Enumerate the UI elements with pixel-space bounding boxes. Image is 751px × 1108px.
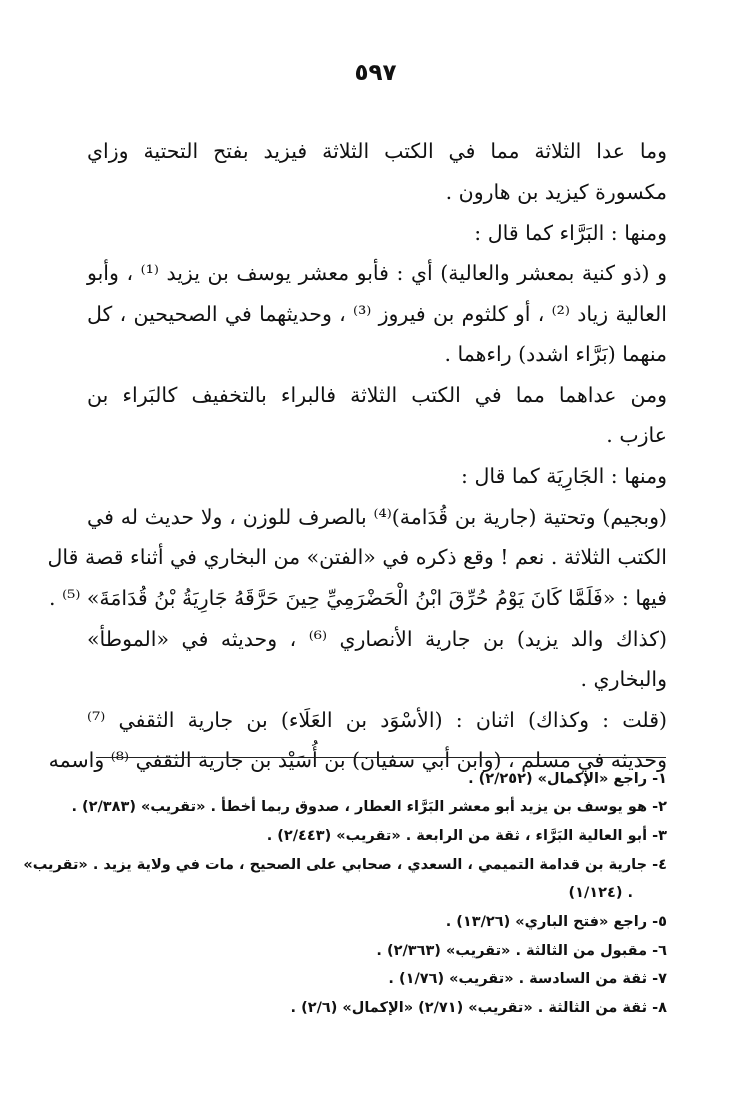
footnote-4: ٤- جارية بن قدامة التميمي ، السعدي ، صحابي على الصحيح ، مات في ولاية يزيد . «تقريب» bbox=[23, 857, 667, 873]
body-line-2: مكسورة كيزيد بن هارون . bbox=[445, 180, 667, 204]
footnote-2: ٢- هو يوسف بن يزيد أبو معشر البَرَّاء العطار ، صدوق ربما أخطأ . «تقريب» (٢/٣٨٣) . bbox=[71, 799, 667, 815]
body-line-14: والبخاري . bbox=[580, 667, 667, 691]
footnote-8: ٨- ثقة من الثالثة . «تقريب» (٢/٧١) «الإكمال» (٢/٦) . bbox=[290, 1000, 667, 1016]
body-line-15: (قلت : وكذاك) اثنان : (الأسْوَد بن العَلَاء) بن جارية الثقفي ⁽⁷⁾ bbox=[87, 708, 667, 732]
body-line-9: ومنها : الجَارِيَة كما قال : bbox=[461, 464, 667, 488]
footnote-7: ٧- ثقة من السادسة . «تقريب» (١/٧٦) . bbox=[388, 971, 667, 987]
footnote-4-continued: (١/١٢٤) . bbox=[568, 885, 633, 901]
body-line-7: ومن عداهما مما في الكتب الثلاثة فالبراء بالتخفيف كالبَراء بن bbox=[87, 383, 667, 407]
footnote-divider bbox=[96, 757, 666, 758]
body-line-3: ومنها : البَرَّاء كما قال : bbox=[474, 221, 667, 245]
body-line-8: عازب . bbox=[606, 423, 667, 447]
body-line-13: (كذاك والد يزيد) بن جارية الأنصاري ⁽⁶⁾ ، وحديثه في «الموطأ» bbox=[87, 627, 667, 651]
footnote-3: ٣- أبو العالية البَرَّاء ، ثقة من الرابعة . «تقريب» (٢/٤٤٣) . bbox=[266, 828, 667, 844]
body-line-12: فيها : «فَلَمَّا كَانَ يَوْمُ حُرِّقَ ابْنُ الْحَضْرَمِيِّ حِينَ حَرَّقَهُ جَارِيَةُ بْنُ قُدَامَةَ» ⁽⁵⁾ . bbox=[49, 586, 667, 610]
body-line-1: وما عدا الثلاثة مما في الكتب الثلاثة فيزيد بفتح التحتية وزاي bbox=[87, 139, 667, 163]
body-line-16: وحديثه في مسلم ، (وابن أبي سفيان) بن أُسَيْد بن جارية الثقفي ⁽⁸⁾ واسمه bbox=[48, 748, 667, 772]
body-line-4: و (ذو كنية بمعشر والعالية) أي : فأبو معشر يوسف بن يزيد ⁽¹⁾ ، وأبو bbox=[87, 261, 667, 285]
body-line-10: (وبجيم) وتحتية (جارية بن قُدَامة)⁽⁴⁾ بالصرف للوزن ، ولا حديث له في bbox=[87, 505, 667, 529]
footnote-5: ٥- راجع «فتح الباري» (١٣/٢٦) . bbox=[445, 914, 667, 930]
footnote-6: ٦- مقبول من الثالثة . «تقريب» (٢/٣٦٣) . bbox=[376, 943, 667, 959]
body-line-5: العالية زياد ⁽²⁾ ، أو كلثوم بن فيروز ⁽³⁾ ، وحديثهما في الصحيحين ، كل bbox=[87, 302, 667, 326]
footnote-1: ١- راجع «الإكمال» (٢/٢٥٢) . bbox=[468, 771, 667, 787]
page-number: ٥٩٧ bbox=[354, 60, 397, 86]
body-line-6: منهما (بَرَّاء اشدد) راءهما . bbox=[444, 342, 667, 366]
body-line-11: الكتب الثلاثة . نعم ! وقع ذكره في «الفتن» من البخاري في أثناء قصة قال bbox=[47, 545, 667, 569]
